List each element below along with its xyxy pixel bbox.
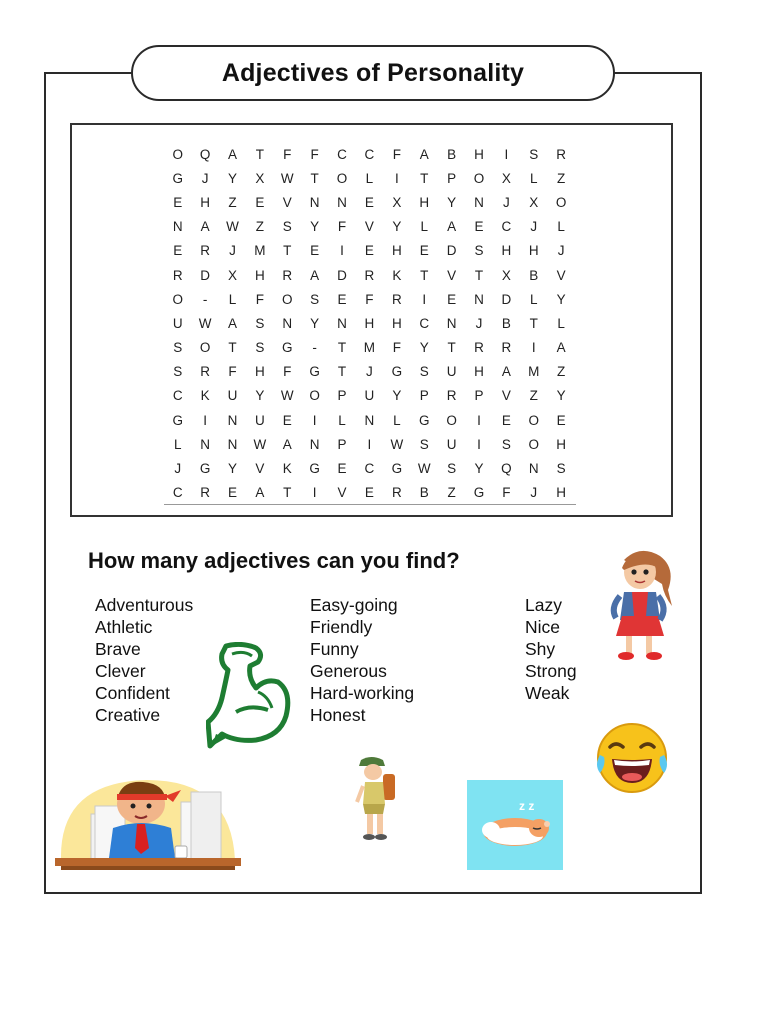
word-list-item: Hard-working [310,683,415,703]
grid-letter: F [228,364,237,380]
grid-letter: R [391,291,402,307]
grid-letter: H [474,146,484,162]
word-list-item: Shy [525,639,556,659]
grid-letter: X [529,194,539,210]
grid-letter: T [529,315,538,331]
grid-letter: E [447,291,457,307]
grid-letter: J [503,194,510,210]
word-list-item: Weak [525,683,570,703]
grid-letter: G [473,485,485,501]
grid-letter: N [446,315,457,331]
grid-letter: C [364,146,375,162]
grid-letter: K [282,461,292,477]
grid-letter: J [530,485,538,501]
grid-row [164,190,575,214]
grid-letter: Y [227,170,237,186]
grid-letter: Z [557,170,566,186]
grid-letter: S [419,364,429,380]
grid-letter: E [227,485,237,501]
laughing-emoji-icon [592,721,672,795]
grid-letter: E [337,461,347,477]
grid-letter: E [310,243,320,259]
grid-letter: R [282,267,293,283]
grid-letter: I [422,291,427,307]
grid-letter: O [336,170,348,186]
grid-letter: S [310,291,320,307]
grid-letter: L [557,315,565,331]
grid-letter: A [282,436,292,452]
grid-letter: G [199,461,211,477]
grid-letter: E [173,243,183,259]
word-list-column-2 [310,594,414,726]
grid-letter: B [447,146,457,162]
grid-letter: P [337,436,347,452]
grid-letter: A [255,485,265,501]
grid-letter: U [172,315,183,331]
grid-letter: J [530,219,538,235]
grid-letter: V [364,219,374,235]
grid-letter: E [282,412,292,428]
grid-letter: V [337,485,347,501]
grid-letter: E [255,194,265,210]
grid-letter: N [200,436,210,452]
grid-letter: R [556,146,567,162]
grid-letter: S [255,340,265,356]
grid-letter: H [254,364,265,380]
grid-letter: R [200,364,210,380]
grid-letter: G [418,412,430,428]
grid-row [164,481,575,505]
grid-letter: E [419,243,429,259]
grid-letter: W [198,315,212,331]
grid-letter: C [419,315,430,331]
grid-letter: I [312,485,317,501]
grid-row [164,384,575,408]
grid-letter: H [501,243,512,259]
grid-letter: T [255,146,264,162]
grid-letter: M [363,340,376,356]
word-list-item: Brave [95,639,141,659]
grid-letter: H [364,315,375,331]
grid-letter: G [282,340,293,356]
grid-letter: H [419,194,430,210]
page-title: Adjectives of Personality [221,58,525,87]
grid-letter: R [391,485,402,501]
svg-text:z z: z z [519,799,535,813]
grid-letter: T [447,340,456,356]
grid-letter: I [340,243,344,259]
grid-letter: C [501,219,512,235]
title-banner [131,45,615,101]
grid-letter: L [530,291,538,307]
grid-letter: L [338,412,346,428]
grid-letter: O [528,436,540,452]
grid-letter: U [446,364,457,380]
grid-letter: T [337,364,347,380]
grid-letter: E [474,219,484,235]
grid-letter: I [203,412,207,428]
grid-letter: F [283,364,292,380]
word-list-item: Athletic [95,617,153,637]
grid-letter: N [528,461,539,477]
grid-letter: N [474,291,484,307]
grid-letter: O [473,170,485,186]
grid-letter: N [364,412,375,428]
word-list-item: Friendly [310,617,373,637]
grid-letter: X [392,194,402,210]
grid-letter: O [172,146,183,162]
grid-letter: S [282,219,292,235]
word-list-column-1 [95,594,193,726]
grid-letter: G [391,364,403,380]
grid-row [164,239,575,263]
grid-letter: A [200,219,210,235]
grid-letter: F [365,291,374,307]
grid-letter: J [475,315,483,331]
grid-letter: W [253,436,267,452]
word-list-item: Honest [310,705,366,725]
grid-letter: A [227,315,237,331]
grid-letter: F [392,146,401,162]
grid-letter: U [364,388,375,404]
grid-letter: H [200,194,210,210]
grid-letter: I [477,412,481,428]
grid-letter: G [391,461,403,477]
grid-letter: K [200,388,210,404]
grid-letter: T [283,243,292,259]
grid-letter: A [447,219,457,235]
grid-letter: F [337,219,347,235]
grid-row [164,456,575,480]
grid-letter: O [446,412,457,428]
grid-letter: M [254,243,266,259]
grid-letter: X [501,170,511,186]
grid-letter: Z [529,388,538,404]
grid-letter: Z [255,219,264,235]
grid-letter: E [556,412,566,428]
grid-letter: I [531,340,536,356]
grid-letter: P [419,388,429,404]
grid-letter: T [420,170,429,186]
grid-letter: R [364,267,375,283]
grid-letter: S [556,461,566,477]
grid-letter: D [337,267,347,283]
grid-letter: Q [501,461,512,477]
grid-letter: K [392,267,402,283]
grid-letter: J [229,243,236,259]
grid-letter: L [173,436,182,452]
grid-letter: E [173,194,183,210]
grid-letter: O [528,412,540,428]
grid-letter: U [254,412,265,428]
grid-letter: Y [310,315,320,331]
grid-letter: W [390,436,404,452]
grid-letter: J [366,364,373,380]
grid-letter: I [394,170,399,186]
grid-letter: W [280,170,294,186]
grid-row [164,142,575,166]
grid-letter: N [227,412,238,428]
grid-letter: W [226,219,239,235]
grid-letter: E [364,485,374,501]
grid-letter: L [228,291,237,307]
grid-letter: C [364,461,375,477]
grid-underline [164,504,576,505]
grid-letter: Q [199,146,211,162]
word-list-item: Nice [525,617,561,637]
grid-letter: - [202,291,208,307]
grid-letter: B [419,485,429,501]
grid-row [164,287,575,311]
grid-letter: F [502,485,511,501]
grid-letter: F [255,291,264,307]
word-list-column-3 [525,594,577,704]
grid-letter: P [337,388,347,404]
grid-letter: D [446,243,457,259]
lazy-sleeping-hamster-icon [467,780,563,870]
word-list-item: Adventurous [95,595,194,615]
grid-letter: H [474,364,484,380]
grid-letter: F [392,340,401,356]
grid-letter: O [199,340,211,356]
grid-row [164,336,575,360]
word-list-item: Confident [95,683,170,703]
grid-row [164,360,575,384]
grid-letter: Z [228,194,237,210]
grid-letter: S [501,436,511,452]
grid-letter: N [337,194,347,210]
grid-letter: F [283,146,292,162]
grid-letter: R [501,340,512,356]
word-list-item: Strong [525,661,577,681]
grid-letter: T [474,267,484,283]
grid-letter: E [364,194,374,210]
grid-letter: Y [447,194,457,210]
grid-letter: P [474,388,484,404]
grid-letter: J [174,461,182,477]
grid-row [164,263,575,287]
grid-letter: H [254,267,265,283]
grid-letter: O [309,388,320,404]
grid-letter: R [200,485,210,501]
grid-letter: Y [310,219,320,235]
grid-letter: C [172,485,183,501]
question-heading: How many adjectives can you find? [88,548,460,573]
grid-letter: I [504,146,509,162]
grid-row [164,166,575,190]
grid-letter: A [419,146,429,162]
grid-letter: E [364,243,374,259]
grid-letter: F [310,146,319,162]
grid-letter: V [255,461,265,477]
grid-letter: A [310,267,320,283]
grid-letter: U [227,388,238,404]
grid-letter: A [556,340,566,356]
grid-letter: Y [556,291,566,307]
grid-letter: L [530,170,538,186]
grid-letter: R [172,267,183,283]
grid-row [164,432,575,456]
grid-letter: P [447,170,457,186]
word-list-item: Funny [310,639,359,659]
grid-letter: Y [227,461,237,477]
grid-letter: H [528,243,539,259]
grid-letter: V [447,267,457,283]
grid-letter: S [529,146,539,162]
grid-letter: T [228,340,237,356]
word-list-item: Generous [310,661,387,681]
grid-letter: C [337,146,347,162]
grid-letter: S [419,436,429,452]
grid-letter: G [172,170,183,186]
grid-letter: Y [255,388,265,404]
grid-letter: G [172,412,183,428]
grid-letter: E [501,412,511,428]
grid-letter: N [309,436,320,452]
grid-letter: L [365,170,374,186]
shy-girl-icon [606,546,680,664]
adventurous-hiker-icon [327,754,427,846]
grid-letter: - [312,340,317,356]
grid-letter: R [200,243,210,259]
grid-letter: L [420,219,428,235]
grid-letter: J [201,170,209,186]
grid-letter: H [556,436,567,452]
grid-letter: R [446,388,457,404]
grid-letter: V [282,194,292,210]
grid-letter: C [172,388,183,404]
grid-letter: H [391,243,402,259]
grid-letter: Y [392,219,402,235]
grid-letter: Z [557,364,566,380]
grid-letter: Y [474,461,484,477]
grid-letter: U [446,436,457,452]
grid-letter: D [501,291,512,307]
grid-letter: S [255,315,265,331]
grid-letter: V [501,388,511,404]
grid-letter: L [393,412,401,428]
grid-letter: S [474,243,484,259]
grid-letter: M [528,364,540,380]
grid-letter: E [337,291,347,307]
grid-letter: B [529,267,539,283]
grid-letter: N [227,436,238,452]
grid-letter: X [255,170,265,186]
grid-row [164,408,575,432]
grid-letter: I [477,436,481,452]
grid-letter: T [310,170,319,186]
grid-letter: I [312,412,317,428]
word-list-item: Creative [95,705,161,725]
grid-letter: O [172,291,183,307]
grid-letter: T [283,485,292,501]
strong-arm-icon [206,642,292,750]
word-list-item: Easy-going [310,595,398,615]
grid-letter: H [556,485,567,501]
grid-letter: X [227,267,237,283]
grid-row [164,215,575,239]
grid-letter: N [337,315,347,331]
hard-working-man-icon [55,762,241,874]
grid-letter: Z [447,485,456,501]
grid-letter: N [309,194,320,210]
grid-letter: H [391,315,402,331]
grid-letter: S [447,461,457,477]
grid-letter: N [172,219,183,235]
grid-letter: J [557,243,565,259]
grid-letter: L [557,219,565,235]
grid-letter: D [200,267,210,283]
grid-letter: T [337,340,347,356]
grid-letter: Y [419,340,429,356]
grid-letter: G [309,364,320,380]
grid-letter: V [556,267,566,283]
grid-letter: O [282,291,293,307]
grid-letter: B [501,315,511,331]
grid-letter: W [417,461,431,477]
grid-letter: T [420,267,429,283]
grid-letter: N [474,194,484,210]
grid-letter: W [280,388,294,404]
grid-letter: O [555,194,567,210]
grid-letter: Y [556,388,566,404]
grid-letter: A [501,364,511,380]
word-list-item: Clever [95,661,146,681]
grid-letter: G [309,461,320,477]
grid-letter: A [227,146,237,162]
grid-letter: S [173,364,183,380]
grid-letter: X [501,267,511,283]
grid-letter: Y [392,388,402,404]
grid-letter: S [173,340,183,356]
word-list-item: Lazy [525,595,562,615]
grid-letter: I [367,436,372,452]
grid-letter: N [282,315,293,331]
grid-letter: R [474,340,484,356]
word-search-grid [164,142,575,505]
grid-row [164,311,575,335]
